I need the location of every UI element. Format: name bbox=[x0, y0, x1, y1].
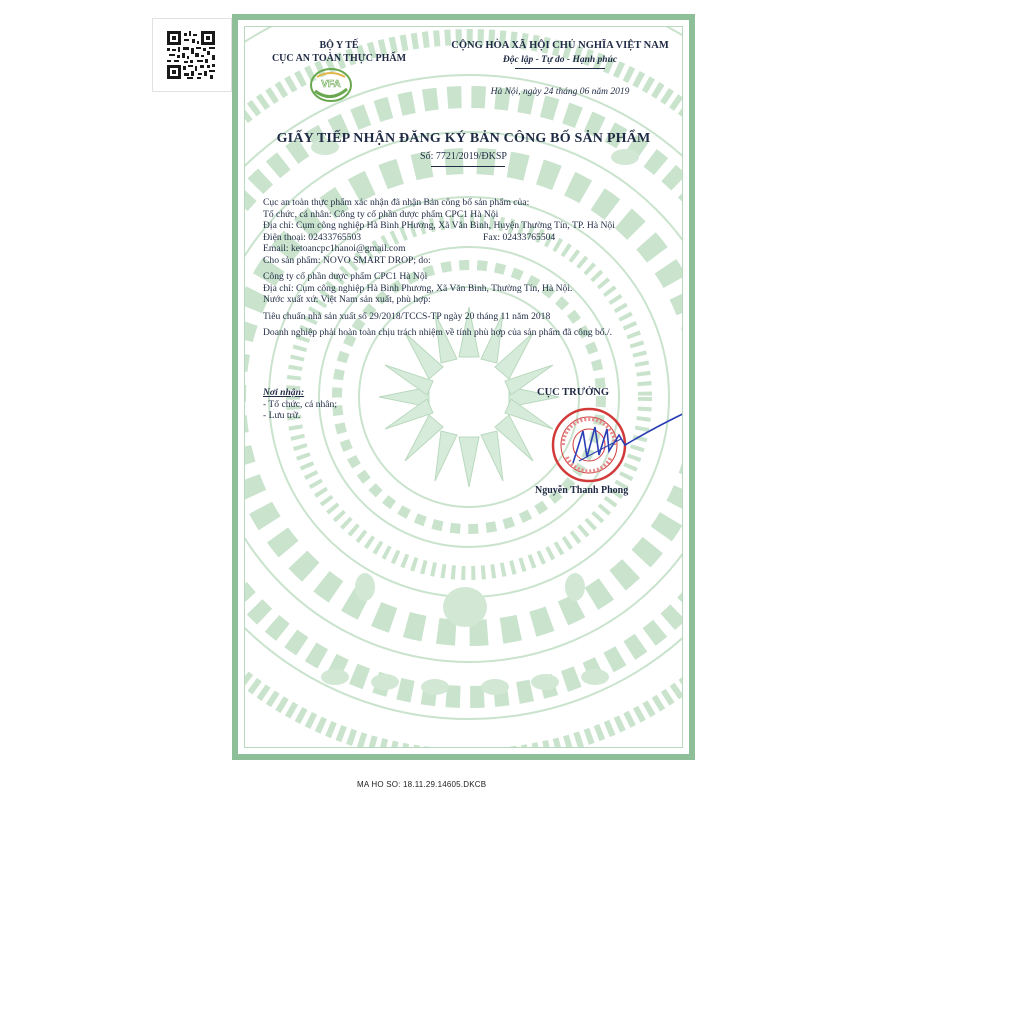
manufacturer-address-line: Địa chỉ: Cụm công nghiệp Hà Bình Phương, Xã Văn Bình, Thường Tín, Hà Nội. bbox=[263, 282, 573, 294]
department-name: CỤC AN TOÀN THỰC PHẨM bbox=[271, 53, 407, 64]
national-header bbox=[425, 39, 683, 69]
standard-line: Tiêu chuẩn nhà sản xuất số 29/2018/TCCS-TP ngày 20 tháng 11 năm 2018 bbox=[263, 310, 551, 322]
ministry-name: BỘ Y TẾ bbox=[319, 40, 359, 51]
organization-line: Tổ chức, cá nhân: Công ty cổ phần dược phẩm CPC1 Hà Nội bbox=[263, 208, 499, 220]
motto-underline bbox=[515, 68, 605, 69]
country-name: CỘNG HÒA XÃ HỘI CHỦ NGHĨA VIỆT NAM bbox=[451, 40, 669, 51]
certificate-title: GIẤY TIẾP NHẬN ĐĂNG KÝ BẢN CÔNG BỐ SẢN PHẨM bbox=[276, 131, 651, 146]
number-underline bbox=[431, 166, 505, 167]
recipient-item: - Lưu trữ. bbox=[263, 410, 301, 421]
origin-line: Nước xuất xứ: Việt Nam sản xuất, phù hợp: bbox=[263, 294, 431, 305]
issuer-header bbox=[259, 39, 419, 65]
vfa-logo-icon bbox=[309, 67, 353, 103]
recipient-item: - Tổ chức, cá nhân; bbox=[263, 398, 338, 410]
signer-title: CỤC TRƯỞNG bbox=[537, 387, 610, 398]
national-motto: Độc lập - Tự do - Hạnh phúc bbox=[502, 55, 618, 65]
certificate-frame bbox=[244, 26, 683, 748]
signer-name: Nguyễn Thanh Phong bbox=[535, 485, 629, 496]
certificate-body bbox=[263, 197, 683, 339]
recipients-block bbox=[263, 387, 337, 422]
certificate-document bbox=[232, 14, 695, 760]
qr-code-panel bbox=[152, 18, 232, 92]
dossier-code: MA HO SO: 18.11.29.14605.DKCB bbox=[357, 780, 487, 789]
recipients-label: Nơi nhận: bbox=[263, 387, 305, 398]
official-stamp-icon bbox=[549, 405, 683, 485]
logo-text: VFA bbox=[321, 79, 341, 90]
product-line: Cho sản phẩm: NOVO SMART DROP; do: bbox=[263, 254, 431, 266]
intro-line: Cục an toàn thực phẩm xác nhận đã nhận Bản công bố sản phẩm của: bbox=[263, 197, 530, 208]
contact-row bbox=[263, 232, 683, 244]
issue-date: Hà Nội, ngày 24 tháng 06 năm 2019 bbox=[490, 87, 630, 97]
manufacturer-line: Công ty cổ phần dược phẩm CPC1 Hà Nội bbox=[263, 271, 428, 282]
phone-line: Điện thoại: 02433765503 bbox=[263, 231, 362, 243]
responsibility-line: Doanh nghiệp phải hoàn toàn chịu trách nhiệm về tính phù hợp của sản phẩm đã công bố./. bbox=[263, 327, 613, 338]
address-line: Địa chỉ: Cụm công nghiệp Hà Bình PHương, Xã Văn Bình, Huyện Thường Tín, TP. Hà Nội bbox=[263, 220, 615, 231]
qr-code-icon bbox=[167, 31, 215, 79]
email-line: Email: ketoancpc1hanoi@gmail.com bbox=[263, 243, 406, 254]
certificate-number: Số: 7721/2019/ĐKSP bbox=[420, 151, 507, 162]
fax-line: Fax: 02433765504 bbox=[483, 231, 556, 243]
